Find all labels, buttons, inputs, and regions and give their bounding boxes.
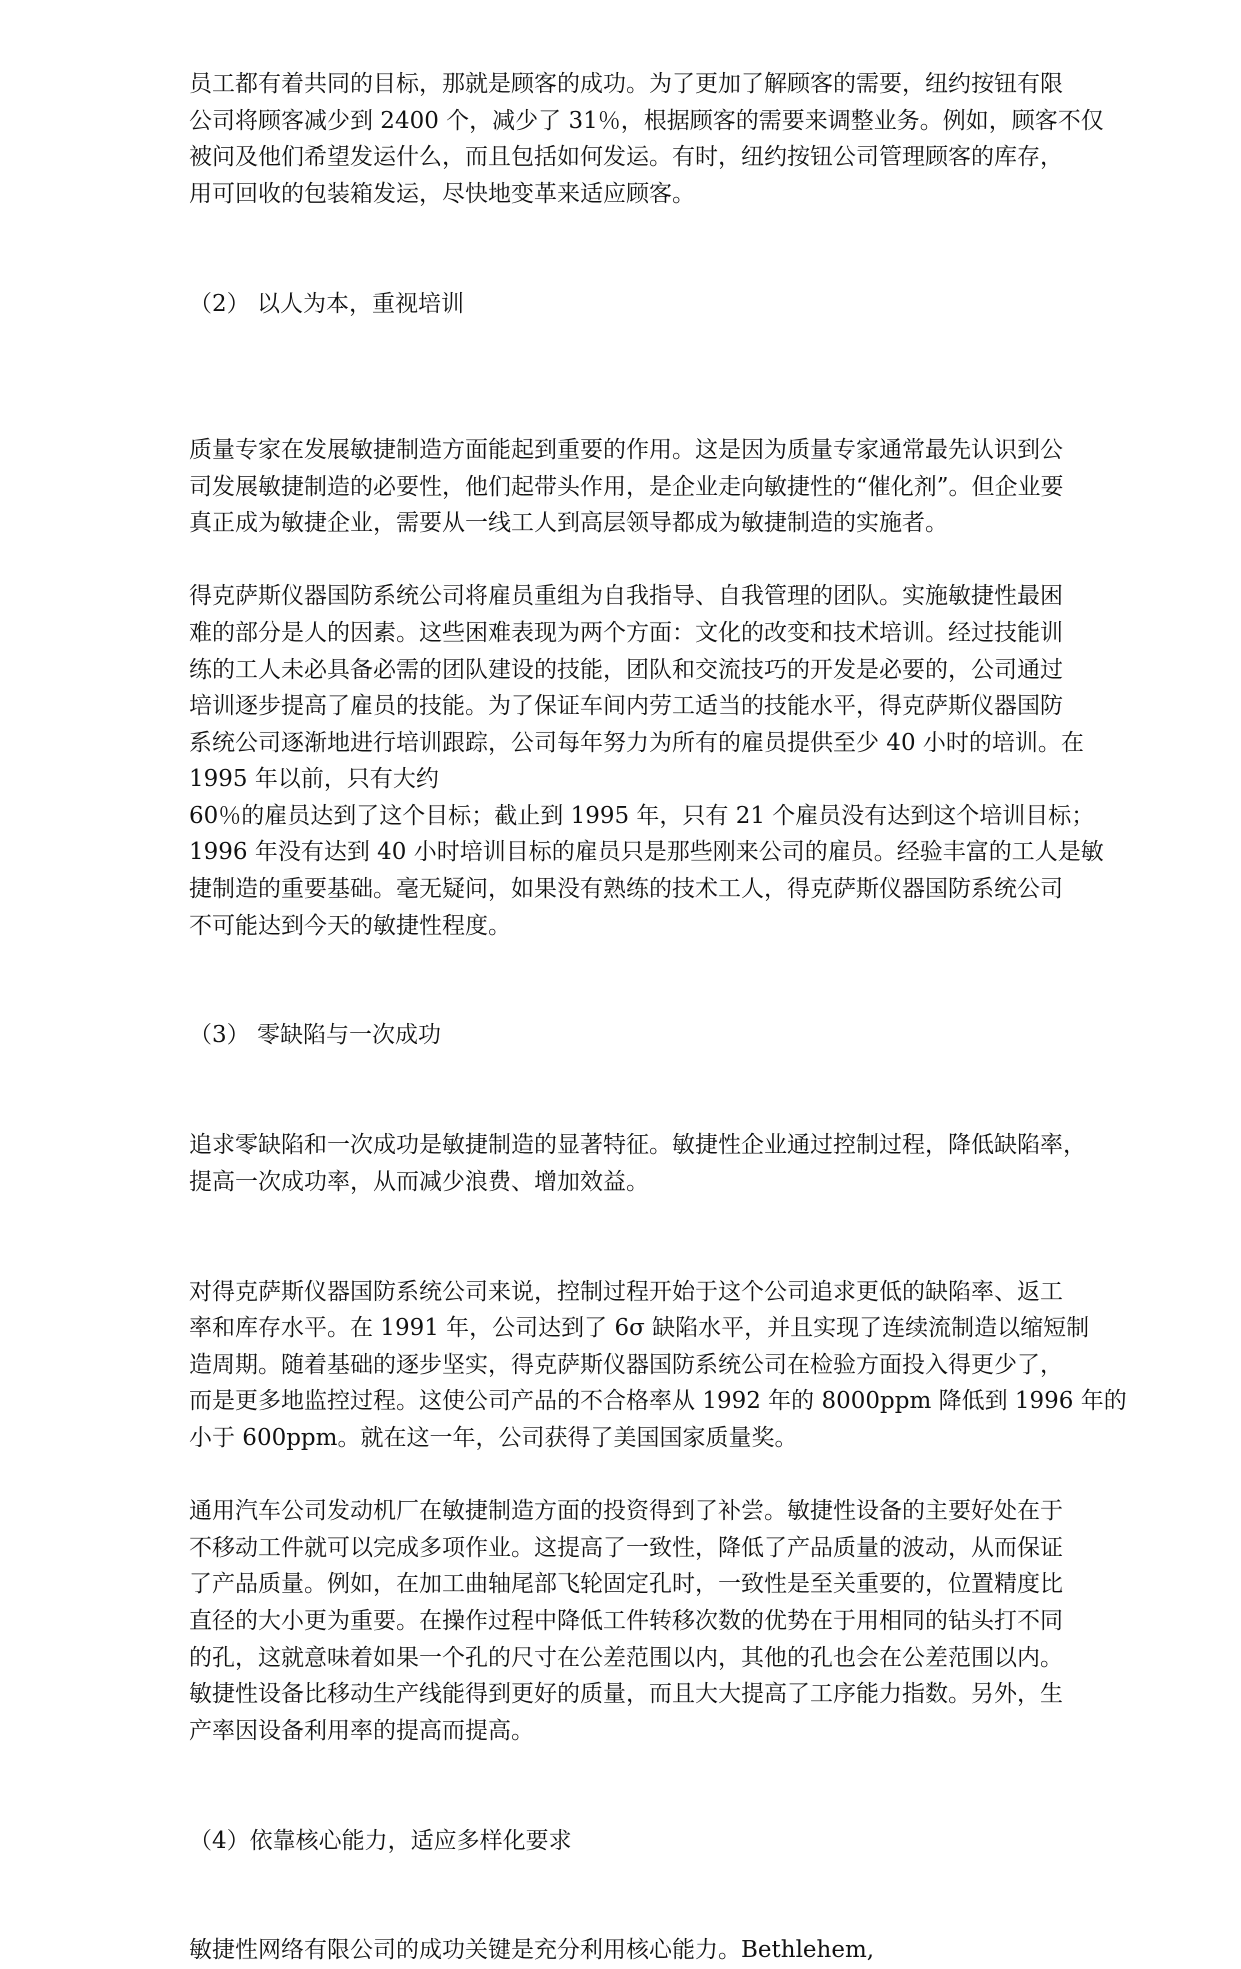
text-line: 小于 600ppm。就在这一年，公司获得了美国国家质量奖。 [189,1424,798,1451]
text-line: 用可回收的包装箱发运，尽快地变革来适应顾客。 [189,180,695,207]
heading-text: （4）依靠核心能力，适应多样化要求 [189,1827,572,1854]
text-line: 员工都有着共同的目标，那就是顾客的成功。为了更加了解顾客的需要，纽约按钮有限 [189,71,1063,97]
text-line: 追求零缺陷和一次成功是敏捷制造的显著特征。敏捷性企业通过控制过程，降低缺陷率， [189,1132,1086,1159]
text-line: 1996 年没有达到 40 小时培训目标的雇员只是那些刚来公司的雇员。经验丰富的工人是敏 [189,839,1104,866]
text-line: 得克萨斯仪器国防系统公司将雇员重组为自我指导、自我管理的团队。实施敏捷性最困 [189,583,1063,610]
text-line: 被问及他们希望发运什么，而且包括如何发运。有时，纽约按钮公司管理顾客的库存， [189,144,1063,171]
text-line: 难的部分是人的因素。这些困难表现为两个方面：文化的改变和技术培训。经过技能训 [189,619,1063,646]
section-heading-training [189,212,1141,395]
document-page [189,66,1141,1969]
text-line: 通用汽车公司发动机厂在敏捷制造方面的投资得到了补尝。敏捷性设备的主要好处在于 [189,1498,1063,1525]
paragraph-zero-defects [189,1127,1141,1200]
text-line: 不移动工件就可以完成多项作业。这提高了一致性，降低了产品质量的波动，从而保证 [189,1534,1063,1561]
text-line: 对得克萨斯仪器国防系统公司来说，控制过程开始于这个公司追求更低的缺陷率、返工 [189,1278,1063,1305]
text-line: 造周期。随着基础的逐步坚实，得克萨斯仪器国防系统公司在检验方面投入得更少了， [189,1351,1063,1378]
text-line: 敏捷性网络有限公司的成功关键是充分利用核心能力。Bethlehem, [189,1937,875,1964]
paragraph-ti-teams [189,578,1141,798]
text-line: 敏捷性设备比移动生产线能得到更好的质量，而且大大提高了工序能力指数。另外，生 [189,1681,1063,1708]
blank-line [189,1200,1141,1273]
text-line: 产率因设备利用率的提高而提高。 [189,1717,534,1744]
text-line: 练的工人未必具备必需的团队建设的技能，团队和交流技巧的开发是必要的，公司通过 [189,656,1063,683]
text-line: 系统公司逐渐地进行培训跟踪，公司每年努力为所有的雇员提供至少 40 小时的培训。在 [189,729,1084,756]
text-line: 质量专家在发展敏捷制造方面能起到重要的作用。这是因为质量专家通常最先认识到公 [189,436,1063,463]
section-heading-zero-defects [189,944,1141,1127]
paragraph-gm-engine-plant [189,1493,1141,1749]
blank-line [189,1457,1141,1494]
paragraph-agile-network [189,1932,1141,1969]
heading-text: （3） 零缺陷与一次成功 [189,1022,441,1049]
paragraph-quality-experts [189,432,1141,542]
text-line: 的孔，这就意味着如果一个孔的尺寸在公差范围以内，其他的孔也会在公差范围以内。 [189,1644,1063,1671]
text-line: 培训逐步提高了雇员的技能。为了保证车间内劳工适当的技能水平，得克萨斯仪器国防 [189,693,1063,720]
text-line: 不可能达到今天的敏捷性程度。 [189,912,511,939]
text-line: 真正成为敏捷企业，需要从一线工人到高层领导都成为敏捷制造的实施者。 [189,510,948,537]
text-line: 捷制造的重要基础。毫无疑问，如果没有熟练的技术工人，得克萨斯仪器国防系统公司 [189,876,1063,903]
text-line: 而是更多地监控过程。这使公司产品的不合格率从 1992 年的 8000ppm 降低到 1996 年的 [189,1388,1127,1415]
paragraph-process-control [189,1274,1141,1457]
text-line: 率和库存水平。在 1991 年，公司达到了 6σ 缺陷水平，并且实现了连续流制造以缩短制 [189,1315,1090,1342]
text-line: 1995 年以前，只有大约 [189,766,439,793]
text-line: 提高一次成功率，从而减少浪费、增加效益。 [189,1168,649,1195]
blank-line [189,542,1141,579]
text-line: 60％的雇员达到了这个目标；截止到 1995 年，只有 21 个雇员没有达到这个培训目标； [189,802,1095,829]
text-line: 了产品质量。例如，在加工曲轴尾部飞轮固定孔时，一致性是至关重要的，位置精度比 [189,1571,1063,1598]
text-line: 司发展敏捷制造的必要性，他们起带头作用，是企业走向敏捷性的“催化剂”。但企业要 [189,473,1064,500]
section-heading-core-competence [189,1749,1141,1932]
text-line: 公司将顾客减少到 2400 个，减少了 31％，根据顾客的需要来调整业务。例如，顾客不仅 [189,107,1104,134]
text-line: 直径的大小更为重要。在操作过程中降低工件转移次数的优势在于用相同的钻头打不同 [189,1607,1063,1634]
blank-line [189,395,1141,432]
heading-text: （2） 以人为本，重视培训 [189,290,464,317]
paragraph-customer-success [189,66,1141,212]
paragraph-training-goals [189,798,1141,944]
